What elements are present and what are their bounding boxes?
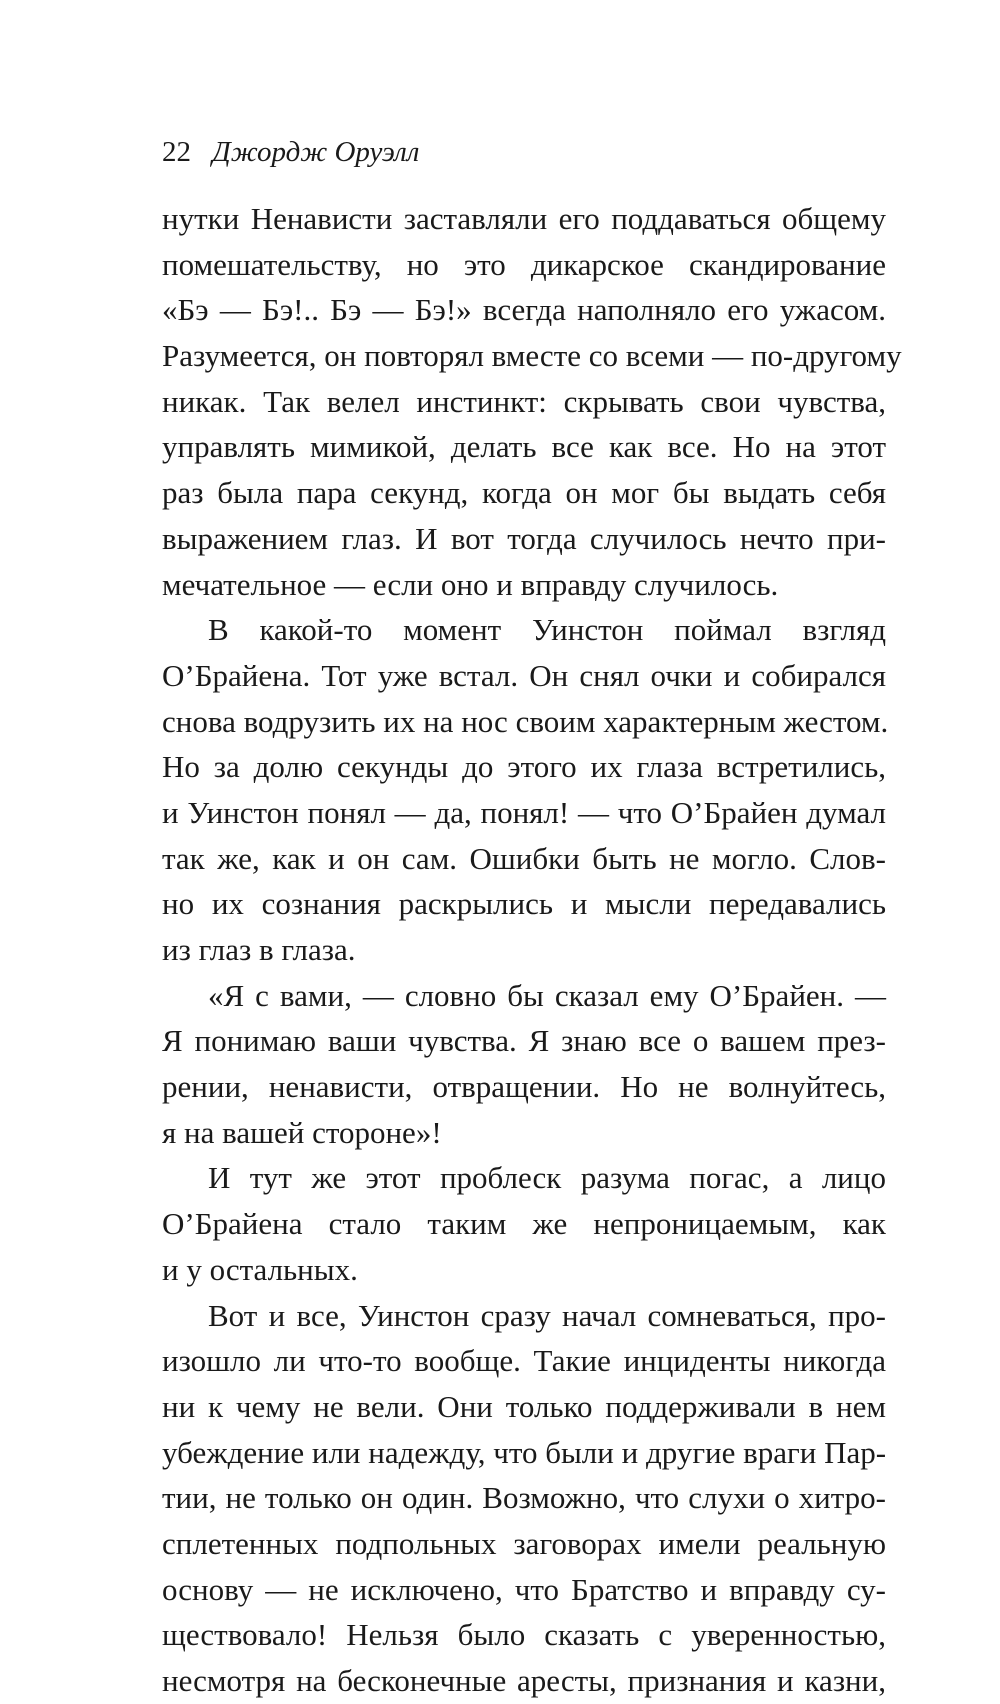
page-number: 22 [162,136,191,168]
text-line: так же, как и он сам. Ошибки быть не могло. Слов- [162,840,886,876]
paragraph-end-line: я на вашей стороне»! [162,1114,442,1150]
text-line: основу — не исключено, что Братство и вправду су- [162,1571,886,1607]
text-line: Но за долю секунды до этого их глаза встретились, [162,749,886,785]
text-line: ни к чему не вели. Они только поддерживали в нем [162,1388,886,1424]
text-line: управлять мимикой, делать все как все. Но на этот [162,429,886,465]
text-line: помешательству, но это дикарское скандирование [162,246,886,282]
text-line: О’Брайена. Тот уже встал. Он снял очки и собирался [162,657,886,693]
text-line: выражением глаз. И вот тогда случилось нечто при- [162,520,886,556]
text-line: снова водрузить их на нос своим характерным жестом. [162,703,889,739]
paragraph-first-line: И тут же этот проблеск разума погас, а лицо [208,1160,886,1196]
body-text [162,196,902,1704]
paragraph-end-line: мечательное — если оно и вправду случилось. [162,566,779,602]
text-line: и Уинстон понял — да, понял! — что О’Брайен думал [162,794,886,830]
text-line: но их сознания раскрылись и мысли передавались [162,886,886,922]
running-head [162,132,419,172]
running-head-author: Джордж Оруэлл [212,136,420,168]
text-line: О’Брайена стало таким же непроницаемым, как [162,1206,886,1242]
paragraph-end-line: и у остальных. [162,1251,358,1287]
text-line: убеждение или надежду, что были и другие враги Пар- [162,1434,887,1470]
text-line: ществовало! Нельзя было сказать с уверенностью, [162,1617,886,1653]
text-line: никак. Так велел инстинкт: скрывать свои чувства, [162,383,886,419]
text-line: изошло ли что-то вообще. Такие инциденты никогда [162,1343,886,1379]
text-line: несмотря на бесконечные аресты, признания и казни, [162,1663,886,1698]
text-line: нутки Ненависти заставляли его поддаваться общему [162,201,886,236]
paragraph-end-line: из глаз в глаза. [162,932,356,967]
text-line: рении, ненависти, отвращении. Но не волнуйтесь, [162,1069,886,1105]
paragraph-first-line: Вот и все, Уинстон сразу начал сомневаться, про- [208,1297,886,1333]
text-line: тии, не только он один. Возможно, что слухи о хитро- [162,1480,886,1516]
text-line: «Бэ — Бэ!.. Бэ — Бэ!» всегда наполняло его ужасом. [162,292,886,328]
text-line: раз была пара секунд, когда он мог бы выдать себя [162,475,886,511]
paragraph-first-line: «Я с вами, — словно бы сказал ему О’Брайен. — [208,977,886,1013]
text-line: сплетенных подпольных заговорах имели реальную [162,1525,886,1561]
text-line: Разумеется, он повторял вместе со всеми — по-другому [162,338,902,374]
text-line: Я понимаю ваши чувства. Я знаю все о вашем през- [162,1023,886,1059]
paragraph-first-line: В какой-то момент Уинстон поймал взгляд [208,612,886,648]
